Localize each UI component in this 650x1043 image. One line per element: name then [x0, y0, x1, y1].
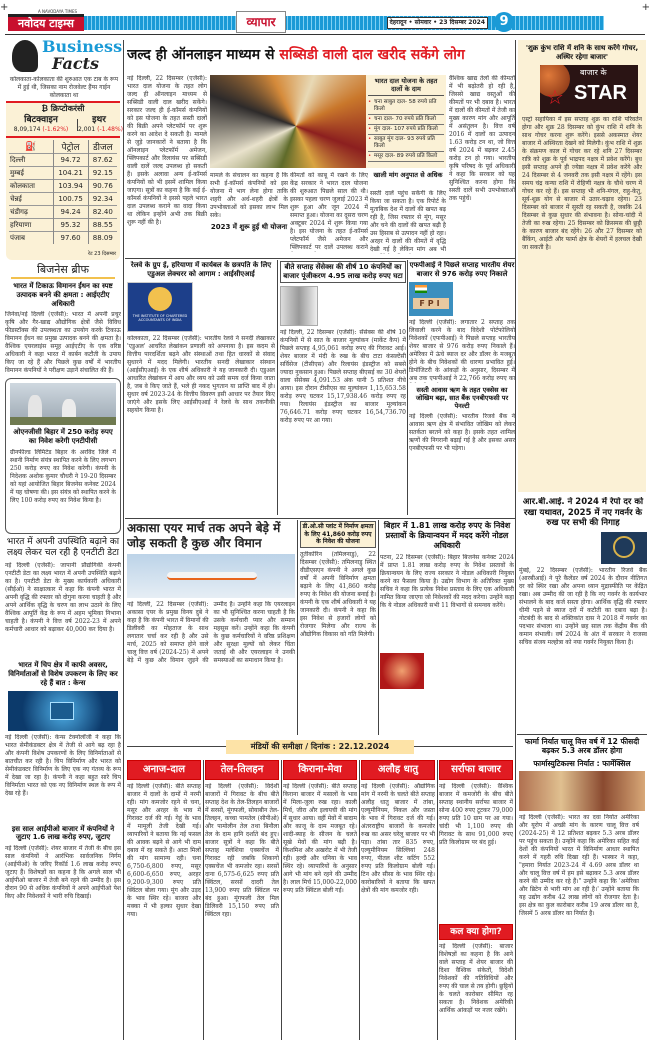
brief-4-body: नई दिल्ली (एजेंसी): केन्स टेक्नोलॉजी ने कहा कि भारत सेमीकंडक्टर क्षेत्र में तेजी से आगे बढ़ रहा है और कंपनी विशेष उपकरणों के लिए विनिर्माताओं से बातचीत कर रही है। चिप विनिर्माण और भारत को सेमीकंडक्टर विनिर्माण के लिए एक नए गंतव्य के रूप में देखा जा रहा है। कंपनी ने कहा बहुत सारे चिप विनिर्माता भारत को एक नए विनिर्माण स्थल के रूप में देख रहे हैं। — [5, 733, 121, 797]
paper-name-logo: नवोदय टाइम्स — [8, 14, 84, 31]
city-name: चेन्नई — [9, 193, 53, 206]
main-body-col3: कीमतों को काबू में रखने के लिए केंद्र सरकार ने भारत दाल योजना की शुरुआत पिछले साल की थी। इसका पहला चरण जुलाई 2023 में शुरू हुआ और जून 2024 में समाप्त हुआ। योजना का दूसरा चरण अक्टूबर 2024 में शुरू किया गया है। इस योजना के तहत ई-कॉमर्स प्लेटफॉर्म जैसे अमेजन और फ्लिपकार्ट पर दालें उपलब्ध कराने — [290, 172, 368, 251]
red-rule — [6, 101, 120, 103]
petrol-price: 103.94 — [53, 180, 88, 193]
price-list — [368, 98, 444, 162]
column-rule — [378, 520, 379, 735]
column-rule — [437, 760, 438, 1040]
astro-headline: 'शुक्र कुंभ राशि में शनि के साथ करेंगे गोचर, अस्थिर रहेगा बाजार' — [525, 44, 639, 61]
facts-caption: कोलकाता-कोलकाता की शुरुआत एक टाब के रूप में हुई थी, जिसका नाम रोजवेल्ट हैंग्स गाईन कोलकाता था — [9, 76, 119, 99]
coin-name: बिटक्वाइन — [24, 115, 58, 125]
head-icon — [12, 40, 38, 72]
section-tab: व्यापार — [236, 11, 286, 33]
brief-3-body: नई दिल्ली (एजेंसी): जापानी प्रौद्योगिकी कंपनी एनटीटी डेटा का लक्ष्य भारत में अपनी उपस्थिति बढ़ाने का है। एनटीटी डेटा के मुख्य कार्यकारी अधिकारी (सीईओ) ने साक्षात्कार में कहा कि कंपनी भारत में अपनी वृद्धि की रफ्तार को दोगुना करना चाहती है और अपने आर्थिक वृद्धि के चरण का लाभ उठाने के लिए वैश्विक आपूर्ति केंद्र के रूप में अहम भूमिका निभाना चाहती है। कंपनी ने वित्त वर्ष 2022-23 में अपने कर्मचारी आधार को बढ़ाकर 40,000 कर दिया है। — [5, 562, 121, 634]
section-rule — [125, 258, 515, 259]
city-name: हरियाणा — [9, 219, 53, 232]
rbi-emblem — [613, 536, 635, 558]
main-body-col4-top: सस्ती दालें पहुंच सकेंगी के लिए किया जा सकता है। एक रिपोर्ट के मुताबिक देश में दालों की खपत बढ़ रही है, जिस रफ्तार से मूंग, मसूर और चने की दालों की खपत बढ़ी है उस हिसाब से उत्पादन नहीं हो रहा। अरहर में दालों की कीमतें में वृद्धि देखी गई है लेकिन मांग अब भी — [370, 190, 446, 253]
section-rule — [517, 734, 647, 735]
day: सोमवार — [414, 19, 432, 26]
dal-price-box — [366, 75, 446, 168]
pulses-image — [210, 75, 366, 168]
date: 23 दिसम्बर 2024 — [439, 19, 485, 26]
main-body-col2: मामले के संचालन का कहना है कि सभी ई-कॉमर्स कंपनियों को इस योजना में भाग लेना होगा ताकि शहरी और अर्ध-शहरी क्षेत्रों के उपभोक्ताओं को इसका लाभ मिल सके। — [210, 172, 288, 219]
star-icon: ☆ — [546, 84, 564, 109]
header-rule — [5, 34, 645, 35]
dal-price-item — [368, 115, 444, 125]
sensex-headline-box — [280, 261, 406, 283]
mandi-column-label: अलौह धातु — [361, 760, 435, 780]
railway-story — [127, 261, 275, 515]
diesel-price: 90.76 — [88, 180, 117, 193]
column-rule — [281, 760, 282, 1040]
kal-kya-hoga-body: नई दिल्ली (एजेंसी): बाजार विशेषज्ञों का कहना है कि आने वाले सप्ताह में शेयर बाजार की दिशा वैश्विक संकेतों, विदेशी निवेशकों की गतिविधियों और रुपए की चाल से तय होगी। छुट्टियों के चलते कारोबार सीमित रह सकता है। निवेशक अमेरिकी आर्थिक आंकड़ों पर नजर रखेंगे। — [439, 943, 513, 1014]
petrol-price: 100.75 — [53, 193, 88, 206]
fuel-row — [9, 232, 117, 245]
bihar-body: पटना, 22 दिसम्बर (एजेंसी): बिहार बिजनेस कनेक्ट 2024 में प्राप्त 1.81 लाख करोड़ रुपए के निवेश प्रस्तावों के क्रियान्वयन के लिए राज्य सरकार ने नोडल अधिकारी नियुक्त करने का फैसला किया है। उद्योग विभाग के अतिरिक्त मुख्य सचिव ने कहा कि प्रत्येक निवेश प्रस्ताव के लिए एक अधिकारी नामित किया जाएगा जो निवेशकों की मदद करेगा। उन्होंने कहा कि ये नोडल अधिकारी सभी 11 विभागों से समन्वय करेंगे। — [380, 554, 514, 609]
sensex-body: नई दिल्ली, 22 दिसम्बर (एजेंसी): सेंसेक्स की शीर्ष 10 कंपनियों में से सात के बाजार मूल्यांकन (मार्केट कैप) में पिछले सप्ताह 4,95,061 करोड़ रुपए की गिरावट आई। शेयर बाजार में मंदी के रुख के बीच टाटा कंसल्टेंसी सर्विसेज (टीसीएस) और रिलायंस इंडस्ट्रीज को सबसे ज्यादा नुकसान हुआ। पिछले सप्ताह बीएसई का 30 शेयरों वाला सेंसेक्स 4,091.53 अंक यानी 5 प्रतिशत नीचे आया। इस दौरान टीसीएस का मूल्यांकन 1,15,653.58 करोड़ रुपए घटकर 15,17,938.46 करोड़ रुपए रह गया। रिलायंस इंडस्ट्रीज का बाजार मूल्यांकन 76,646.71 करोड़ रुपए घटकर 16,54,736.70 करोड़ रुपए पर आ गया। — [280, 328, 406, 424]
column-rule — [359, 760, 360, 1040]
crypto-title: ₿ क्रिप्टोकरंसी — [41, 104, 85, 113]
bullet-icon: • — [368, 153, 372, 159]
diesel-price: 88.55 — [88, 219, 117, 232]
business-facts-logo — [8, 37, 123, 74]
mandi-column-body: नई दिल्ली (एजेंसी): वैश्विक बाजार में कमजोरी के बीच बीते सप्ताह स्थानीय सर्राफा बाजार में सोना 400 रुपए टूटकर 79,000 रुपए प्रति 10 ग्राम पर आ गया। चांदी भी 1,100 रुपए की गिरावट के साथ 91,000 रुपए प्रति किलोग्राम पर बंद हुई। — [439, 783, 513, 846]
city-name: चंडीगढ़ — [9, 206, 53, 219]
dal-price-text: मूंग दाल- 107 रुपये प्रति किलो — [374, 126, 438, 132]
fuel-row — [9, 219, 117, 232]
fuel-row — [9, 154, 117, 167]
bse-building-image — [280, 286, 318, 326]
fpi-label: FPI — [413, 298, 449, 309]
page-number: 9 — [494, 12, 514, 32]
column-rule — [515, 40, 516, 1040]
vdsn-story — [300, 521, 376, 734]
coin-change: (-1.62%) — [42, 126, 69, 133]
diesel-price: 87.62 — [88, 154, 117, 167]
red-rule — [6, 136, 120, 138]
city-name: दिल्ली — [9, 154, 53, 167]
price-box-title: भारत दाल योजना के तहत दालों के दाम — [368, 77, 444, 96]
star-small-text: बाजार के — [580, 67, 607, 77]
brief-2-headline: ओएनजीसी बिहार में 250 करोड़ रुपए का निवेश करेगी एनटीपीसी — [13, 428, 113, 445]
bullet-icon: • — [368, 136, 372, 142]
headline-black: जल्द ही ऑनलाइन माध्यम से — [127, 47, 275, 63]
dal-price-text: चना दाल- 70 रुपये प्रति किलो — [374, 116, 436, 122]
coin-price — [78, 126, 124, 134]
dal-price-text: मसूर दाल- 89 रुपये प्रति किलो — [374, 153, 438, 159]
left-briefs — [5, 263, 121, 1040]
subhead-demand: खाली मांग अनुपात से अधिक — [373, 171, 443, 179]
fpi-body: नई दिल्ली (एजेंसी): लगातार 2 सप्ताह तक लिवाली करने के बाद विदेशी पोर्टफोलियो निवेशकों (एफपीआई) ने पिछले सप्ताह भारतीय शेयर बाजार से 976 करोड़ रुपए निकाले हैं। अमेरिका में ऊंचे ब्याज दर और डॉलर के मजबूत होने के बीच निवेशकों की धारणा प्रभावित हुई। डिपॉजिटरी के आंकड़ों के अनुसार, दिसम्बर में अब तक एफपीआई ने 22,766 करोड़ रुपए का — [409, 318, 515, 382]
plane-body — [167, 572, 257, 580]
coin-value: 8,09,174 — [13, 126, 41, 133]
bihar-headline: बिहार में 1.81 लाख करोड़ रुपए के निवेश प्रस्तावों के क्रियान्वयन में मदद करेंगे नोडल अधिकारी — [383, 521, 511, 550]
petrol-price: 97.60 — [53, 232, 88, 245]
column-rule — [123, 40, 124, 1040]
col-diesel: डीजल — [92, 143, 113, 153]
chip — [50, 702, 74, 720]
petrol-price: 104.21 — [53, 167, 88, 180]
fpi-image — [409, 282, 453, 316]
brief-3-headline: भारत में अपनी उपस्थिति बढ़ाने का लक्ष्य लेकर चल रही है एनटीटी डेटा — [6, 536, 120, 558]
column-rule — [297, 520, 298, 735]
fuel-row — [9, 180, 117, 193]
dal-price-item — [368, 152, 444, 162]
mandi-title: मंडियों की समीक्षा / दिनांक : 22.12.2024 — [226, 740, 414, 754]
dal-price-item — [368, 125, 444, 135]
fuel-row — [9, 167, 117, 180]
coin-price — [6, 126, 76, 134]
headline-red: सब्सिडी वाली दाल खरीद सकेंगे लोग — [279, 47, 465, 63]
bullet-icon: • — [368, 99, 372, 105]
mandi-column-body: नई दिल्ली (एजेंसी): बीते सप्ताह किराना बाजार में मसालों के भाव में मिला-जुला रुख रहा। काली मिर्च, जीरा और इलायची की मांग में सुधार आया। वहीं मेवों में बादाम और काजू के दाम मजबूत रहे। शादी-ब्याह के सीजन के चलते सूखे मेवों की मांग बढ़ी है। किशमिश और अखरोट में भी तेजी रही। हल्दी और धनिया के भाव स्थिर रहे। व्यापारियों के अनुसार आगे भी मांग बने रहने की उम्मीद है। लाल मिर्च 15,000-22,000 रुपए प्रति क्विंटल बोली गई। — [283, 783, 357, 894]
fuel-row — [9, 193, 117, 206]
railway-body: कोलकाता, 22 दिसम्बर (एजेंसी): भारतीय रेलवे ने सनदी लेखाकार 'एडुअल' आचरित लेखांकन प्रणाली को अपनाया है। इस कदम से वित्तीय पारदर्शिता बढ़ने और संस्थाओं तथा हित धारकों से संवाद सुधारने में मदद मिलेगी। भारतीय सनदी लेखाकार संस्थान (आईसीएआई) के एक शीर्ष अधिकारी ने यह जानकारी दी। एडुअल आधारित लेखांकन में आय और व्यय को उसी समय दर्ज किया जाता है, जब वे किए जाते हैं, भले ही नकद भुगतान या प्राप्ति बाद में हो। सुधार वर्ष 2023-24 के वित्तीय विवरण इसी आधार पर तैयार किए जाएंगे और इसके लिए आईसीएआई ने रेलवे के साथ तकनीकी सहयोग किया है। — [127, 334, 275, 414]
crypto-bitcoin — [6, 115, 76, 134]
dal-price-item — [368, 98, 444, 115]
pharma-subhead: फार्मास्युटिकल्स निर्यात : फार्मेक्सिल — [533, 758, 631, 768]
column-rule — [277, 260, 278, 515]
brief-1-body: जिनेवा/नई दिल्ली (एजेंसी): भारत में अपनी प्रचुर कृषि और गैर-खाद्य औद्योगिक क्षेत्रों जैसे विविध फीडस्टॉक्स की उपलब्धता का उपयोग करके टिकाऊ विमानन ईंधन का प्रमुख उत्पादक बनने की क्षमता है। वैश्विक एयरलाइंस समूह आईएटीए के एक वरिष्ठ अधिकारी ने कहा भारत में कार्बन कटौती के उपाय किए जा रहे हैं और पिछले कुछ वर्षों में भारतीय विमानन कंपनियों ने परीक्षण उड़ानें संचालित की हैं। — [5, 311, 121, 375]
housing-body: नई दिल्ली (एजेंसी): भारतीय रिजर्व बैंक ने आवास ऋण क्षेत्र में संभावित जोखिम को लेकर सतर्कता बरतने को कहा है। इसके तहत शामिल ऋणों की निगरानी बढ़ाई गई है और इसका असर एनबीएफसी पर भी पड़ेगा। — [409, 412, 515, 452]
mandi-column-label: अनाज-दाल — [127, 760, 201, 780]
star-big-text: STAR — [574, 81, 627, 104]
column-rule — [203, 760, 204, 1040]
crypto-ether — [78, 115, 124, 134]
city-name: कोलकाता — [9, 180, 53, 193]
rbi-story — [519, 497, 647, 732]
vdsn-headline: डी.ओ.सी प्लांट में निर्माण क्षमता के लिए 41,860 करोड़ रुपए के निवेश की योजना — [302, 523, 374, 545]
ground — [10, 417, 116, 425]
main-body-col1: नई दिल्ली, 22 दिसम्बर (एजेंसी): भारत दाल योजना के तहत लोग जल्द ही ऑनलाइन माध्यम से सब्सिडी वाली दाल खरीद सकेंगे। सरकार जल्द ही ई-कॉमर्स कंपनियों को इस योजना के तहत सस्ती दालों की बिक्री अपने प्लेटफॉर्म पर शुरू करने का आदेश दे सकती है। मामले से जुड़े जानकारों ने बताया है कि ऑनलाइन प्लेटफॉर्म अमेजन, फ्लिपकार्ट और रिलायंस पर सब्सिडी वाली दालें जल्द उपलब्ध हो सकती हैं। इसके अलावा अन्य ई-कॉमर्स कंपनियों को भी इसमें शामिल किया जाएगा। सूत्रों का कहना है कि कई ई-कॉमर्स कंपनियों ने इससे पहले भारत दाल उपलब्ध कराने का वादा किया था लेकिन इन्होंने अभी तक बिक्री शुरू नहीं की है। — [127, 75, 207, 226]
brief-5-headline: इस साल आईपीओ बाजार में कंपनियों ने जुटाए 1.6 लाख करोड़ रुपए, जुटाए — [11, 824, 115, 842]
icai-emblem — [148, 287, 172, 311]
pharma-story — [519, 737, 645, 1039]
sensex-story — [280, 261, 406, 515]
astro-body: एस्ट्रो सहायिका में इस सप्ताह शुक्र का राशि परिवर्तन होगा और शुक्र 28 दिसम्बर को कुंभ राशि में शनि के साथ गोचर करना शुरू करेंगे। इससे अकस्मात शेयर बाजार में अस्थिरता देखने को मिलेगी। कुंभ राशि में शुक्र के संक्रमण काल में गोचर कर रहे शनि 27 दिसम्बर रात्रि को शुक्र के पूर्व भाद्रपद नक्षत्र में प्रवेश करेंगे। बुध इसी सप्ताह अपने ही ज्येष्ठा नक्षत्र में प्रवेश करेंगे और 24 दिसम्बर से 4 जनवरी तक इसी नक्षत्र में रहेंगे। इस समय चंद्र कन्या राशि में रोहिणी नक्षत्र के चौथे चरण में गोचर कर रहे हैं। इस सप्ताह भी शनि-मंगल, राहु-केतु, सूर्य-शुक्र योग से बाजार में उतार-चढ़ाव रहेगा। 23 दिसम्बर को बाजार में सुस्ती रह सकती है, जबकि 24 दिसम्बर से कुछ सुधार की संभावना है। सोना-चांदी में तेजी का रुख रहेगा। 25 दिसम्बर को क्रिसमस की छुट्टी के कारण बाजार बंद रहेंगे। 26 और 27 दिसम्बर को बैंकिंग, आईटी और फार्मा क्षेत्र के शेयरों में हलचल देखी जा सकती है। — [522, 115, 642, 251]
main-body-col5: वैश्विक खाद्य तेलों की कीमतों में भी बढ़ोतरी हो रही है, जिससे खाद्य वस्तुओं की कीमतों पर भी दबाव है। भारत में दालों की कीमतों में तेजी का मुख्य कारण मांग और आपूर्ति में असंतुलन है। वित्त वर्ष 2016 में दालों का उत्पादन 1.63 करोड़ टन था, जो वित्त वर्ष 2024 में बढ़कर 2.45 करोड़ टन हो गया। भारतीय कृषि परिषद के पूर्व अधिकारी ने कहा कि सरकार को यह सुनिश्चित करना होगा कि सस्ती दालें सभी उपभोक्ताओं तक पहुंचें। — [449, 75, 515, 202]
housing-headline: सस्ती आवास ऋण के तहत एक्सेस का जोखिम बढ़ा, सात बैंक एनबीएफसी पर पेनल्टी — [415, 385, 509, 410]
chip-image — [8, 691, 118, 731]
diesel-price: 82.40 — [88, 206, 117, 219]
brief-1-headline: भारत में टिकाऊ विमानन ईंधन का स्पष्ट उत्पादक बनने की क्षमता : आईएटीए अधिकारी — [13, 282, 113, 308]
fuel-price-table — [9, 140, 117, 244]
mandi-column-label: किराना-मेवा — [283, 760, 357, 780]
fact-box — [6, 101, 124, 260]
fpi-story — [409, 261, 515, 515]
dateline: देहरादून • सोमवार • 23 दिसम्बर 2024 — [387, 17, 488, 29]
main-headline — [127, 46, 513, 64]
bazaar-star-image — [540, 65, 638, 113]
pharma-body: नई दिल्ली (एजेंसी): भारत का दवा निर्यात अमेरिका और यूरोप में अच्छी मांग के कारण चालू वित्त वर्ष (2024-25) में 12 प्रतिशत बढ़कर 5.3 अरब डॉलर पर पहुंच सकता है। उन्होंने कहा कि अमेरिका सहित कई देशों की कंपनियों भारत में विनिर्माण आधार स्थापित करने में गहरी रुचि दिखा रही हैं। भास्कर ने कहा, "हमारा निर्यात 2023-24 में 4.69 अरब डॉलर था और चालू वित्त वर्ष में हम इसे बढ़ाकर 5.3 अरब डॉलर करने की उम्मीद कर रहे हैं।" उन्होंने कहा कि 'अमेरिका और ब्रिटेन से भारी मांग आ रही है।' उन्होंने बताया कि यह उद्योग करीब 42 लाख लोगों को रोजगार देता है। इस क्षेत्र का कुल कारोबार करीब 19 अरब डॉलर का है, जिसमें 5 अरब डॉलर का निर्यात है। — [519, 814, 639, 918]
brief-title: बिजनेस ब्रीफ — [11, 263, 115, 279]
subhead-2023: 2023 में शुरू हुई थी योजना — [210, 223, 288, 231]
dal-price-item — [368, 135, 444, 152]
flag — [415, 285, 427, 293]
bihar-story — [380, 521, 514, 734]
section-rule — [125, 518, 515, 519]
icai-label: THE INSTITUTE OF CHARTERED ACCOUNTANTS OF INDIA — [132, 313, 188, 322]
publisher-small: A NAVODAYA TIMES — [38, 9, 78, 14]
diesel-price: 88.09 — [88, 232, 117, 245]
brief-2-box — [5, 378, 121, 534]
mandi-column-label: तेल-तिलहन — [205, 760, 279, 780]
crypto-title-text: क्रिप्टोकरंसी — [50, 104, 85, 113]
fuel-icon: ⛽ — [25, 141, 37, 152]
diesel-price: 92.34 — [88, 193, 117, 206]
facts-title-script: Facts — [52, 54, 99, 73]
bihar-event-image — [380, 653, 424, 689]
mandi-column-body: नई दिल्ली (एजेंसी): बीते सप्ताह बाजार में दालों के दामों में नरमी रही। मांग कमजोर रहने से चना, मसूर और अरहर के भाव में गिरावट दर्ज की गई। गेहूं के भाव में मामूली तेजी देखी गई। व्यापारियों ने बताया कि नई फसल की आवक बढ़ने से आगे भी दाम दबाव में रह सकते हैं। आटा मिलों की मांग सामान्य रही। चना 6,750-6,800 रुपए, मसूर 6,600-6,650 रुपए, अरहर 9,200-9,300 रुपए प्रति क्विंटल बोला गया। मूंग और उड़द के भाव स्थिर रहे। बाजरा और मक्का में भी हल्का सुधार देखा गया। — [127, 783, 201, 918]
diesel-price: 92.15 — [88, 167, 117, 180]
fuel-note: रेट 23 दिसम्बर — [88, 251, 116, 257]
mandi-column-body: नई दिल्ली (एजेंसी): विदेशी बाजारों में गिरावट के बीच बीते सप्ताह देश के तेल-तिलहन बाजारों में सरसों, मूंगफली, सोयाबीन तेल-तिलहन, कच्चा पामतेल (सीपीओ) और पामोलीन तेल तथा बिनौला तेल के दाम हानि दर्शाते बंद हुए। बाजार सूत्रों ने कहा कि बीते सप्ताह मलेशिया एक्सचेंज में गिरावट रही जबकि शिकागो एक्सचेंज भी कमजोर रहा। सरसों दाना 6,575-6,625 रुपए प्रति क्विंटल, सरसों दादरी तेल 13,900 रुपए प्रति क्विंटल पर बंद हुआ। मूंगफली तेल मिल डिलिवरी 15,150 रुपए प्रति क्विंटल रहा। — [205, 783, 279, 918]
brief-2-body: ग्रीनफील्ड लिमिटेड बिहार के अरविंद जिले में स्थानी निर्माण संयंत्र स्थापित करने के लिए लगभग 250 करोड़ रुपए का निवेश करेगी। कंपनी के निदेशक अशोक कुमार चौधरी ने 19-20 दिसम्बर को यहां आयोजित बिहार बिजनेस कनेक्ट 2024 में यह घोषणा की। इस संयंत्र को स्थापित करने के लिए 100 करोड़ रुपए का निवेश किया है। — [10, 448, 116, 504]
petrol-price: 94.72 — [53, 154, 88, 167]
rbi-logo-image — [601, 532, 647, 564]
sensex-headline: बीते सप्ताह सेंसेक्स की शीर्ष 10 कंपनियों का बाजार पूंजीकरण 4.95 लाख करोड़ रुपए घटा — [283, 263, 403, 280]
coin-name: इथर — [92, 115, 106, 125]
astro-story — [522, 44, 642, 490]
fuel-row — [9, 206, 117, 219]
vdsn-headline-box — [300, 521, 376, 548]
header-stripe-bar — [84, 16, 604, 30]
facts-title: Business — [42, 37, 123, 56]
petrol-price: 94.24 — [53, 206, 88, 219]
mandi-column-label: सर्राफा बाजार — [439, 760, 513, 780]
vdsn-body: तूतीकोरिन (तमिलनाडु), 22 दिसम्बर (एजेंसी): तमिलनाडु स्थित वीडीएसएन कंपनी ने अगले कुछ वर्षों में अपनी विनिर्माण क्षमता बढ़ाने के लिए 41,860 करोड़ रुपए के निवेश की योजना बनाई है। कंपनी के एक शीर्ष अधिकारी ने यह जानकारी दी। कंपनी ने कहा कि इस निवेश से हजारों लोगों को रोजगार मिलेगा और राज्य के औद्योगिक विकास को गति मिलेगी। — [300, 550, 376, 638]
akasa-headline: अकासा एयर मार्च तक अपने बेड़े में जोड़ सकती है कुछ और विमान — [127, 521, 281, 550]
mandi-column-body: नई दिल्ली (एजेंसी): औद्योगिक मांग में नरमी के चलते बीते सप्ताह अलौह धातु बाजार में तांबा, एल्युमीनियम, निकल और जस्ता के भाव में गिरावट दर्ज की गई। अंतरराष्ट्रीय बाजारों के कमजोर रुख का असर घरेलू बाजार पर भी पड़ा। तांबा तार 835 रुपए, एल्युमीनियम सिल्लियां 248 रुपए, पीतल शीट कटिंग 552 रुपए प्रति किलोग्राम बोली गई। टिन और सीसा के भाव स्थिर रहे। कारोबारियों ने बताया कि खपत क्षेत्रों की मांग कमजोर रही। — [361, 783, 435, 894]
col-petrol: पेट्रोल — [53, 140, 88, 154]
bullet-icon: • — [368, 116, 372, 122]
railway-headline: रेलवे के ग्रुप ई, हरियाणा में कार्यबल के छत्रपति के लिए एडुअल लेक्चरर को आगाम : आईसीएआई — [130, 261, 272, 278]
crop-mark: + — [0, 2, 9, 13]
rbi-body: मुंबई, 22 दिसम्बर (एजेंसी): भारतीय रिजर्व बैंक (आरबीआई) ने पूरे कैलेंडर वर्ष 2024 के दौरान नीतिगत दर को स्थिर रखा और अपना ध्यान मुद्रास्फीति पर केंद्रित रखा। अब उम्मीद की जा रही है कि नए गवर्नर के कार्यभार संभालने के बाद कर्ज सस्ता होगा। आर्थिक वृद्धि की रफ्तार धीमी पड़ने से ब्याज दरों में कटौती का दबाव बढ़ा है। नोटबंदी के बाद से शक्तिकांत दास ने 2018 में गवर्नर का पदभार संभाला था। उन्होंने छह साल तक केंद्रीय बैंक की कमान संभाली। वर्ष 2024 के अंत में सरकार ने राजस्व सचिव संजय मल्होत्रा को नया गवर्नर नियुक्त किया है। — [519, 566, 647, 646]
rbi-headline: आर.बी.आई. ने 2024 में रेपो दर को रखा यथावत, 2025 में नए गवर्नर के रुख पर सभी की निगाह — [522, 497, 644, 529]
city-name: पंजाब — [9, 232, 53, 245]
city: देहरादून — [389, 19, 407, 26]
brief-4-headline: भारत में चिप क्षेत्र में काफी अवसर, विनिर्माताओं से विशेष उपकरण के लिए कर रहे हैं बात : केन्स — [8, 661, 118, 687]
city-name: मुम्बई — [9, 167, 53, 180]
akasa-story — [127, 521, 295, 734]
factory-image — [10, 383, 116, 425]
kal-kya-hoga-title: कल क्या होगा? — [439, 924, 513, 940]
bullet-icon: • — [368, 126, 372, 132]
airplane-image — [127, 554, 295, 598]
crop-mark: + — [641, 2, 650, 13]
dal-price-text: साबुत मूंग दाल- 93 रुपये प्रति किलो — [374, 136, 435, 149]
pharma-headline: फार्मा निर्यात चालू वित्त वर्ष में 12 फीसदी बढ़कर 5.3 अरब डॉलर होगा — [524, 737, 640, 756]
coin-value: 2,001 — [78, 126, 96, 133]
akasa-body: नई दिल्ली, 22 दिसम्बर (एजेंसी): अकासा एयर के प्रमुख विनय दुबे ने कहा है कि कंपनी भारत में विमानों की डिलीवरी का मोहताज के साथ लगातार चर्चा कर रही है और उसे मार्च, 2025 को समाप्त होने वाले चालू वित्त वर्ष (2024-25) में अपने बेड़े में कुछ और विमान जुड़ने की उम्मीद है। उन्होंने कहा कि एयरलाइन का भी सुनिश्चित करना चाहती है कि उसके कर्मचारी प्यार और सम्मान महसूस करें। उन्होंने कहा कि कंपनी के कुछ कर्मचारियों ने वरिष्ठ प्रशिक्षण और सुरक्षा मूल्यों को लेकर चिंता जताई थी और एयरलाइन ने उनकी समस्याओं का समाधान किया है। — [127, 601, 295, 664]
coin-change: (-1.48%) — [97, 126, 124, 133]
dal-price-text: चना साबुत दाल- 58 रुपये प्रति किलो — [374, 99, 437, 112]
icai-logo-image — [127, 282, 193, 332]
column-rule — [407, 260, 408, 515]
pharmacy-image — [519, 771, 645, 811]
fpi-headline: एफपीआई ने पिछले सप्ताह भारतीय शेयर बाजार से 976 करोड़ रुपए निकाले — [409, 261, 515, 278]
petrol-price: 95.32 — [53, 219, 88, 232]
brief-5-body: नई दिल्ली (एजेंसी): शेयर बाजार में तेजी के बीच इस साल कंपनियों ने आरंभिक सार्वजनिक निर्गम (आईपीओ) के जरिए रिकॉर्ड 1.6 लाख करोड़ रुपए जुटाए हैं। विशेषज्ञों का कहना है कि अगले साल भी आईपीओ बाजार में तेजी बने रहने की उम्मीद है। इस दौरान 90 से अधिक कंपनियों ने अपने आईपीओ पेश किए और निवेशकों ने भारी रुचि दिखाई। — [5, 845, 121, 900]
